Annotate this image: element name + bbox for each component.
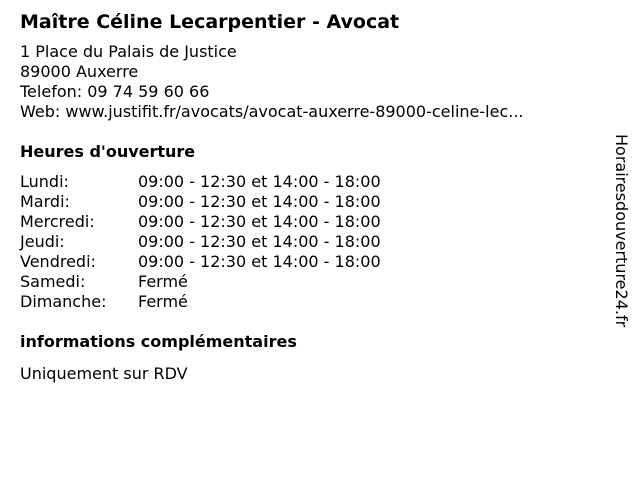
- hours-day-label: Vendredi:: [20, 252, 96, 271]
- hours-row-vendredi: [20, 252, 600, 272]
- hours-time-value: 09:00 - 12:30 et 14:00 - 18:00: [138, 172, 381, 191]
- hours-day-label: Mardi:: [20, 192, 70, 211]
- hours-day-label: Lundi:: [20, 172, 69, 191]
- website-url: Web: www.justifit.fr/avocats/avocat-auxerre-89000-celine-lec...: [20, 102, 524, 121]
- hours-day-label: Jeudi:: [20, 232, 65, 251]
- hours-row-dimanche: [20, 292, 600, 312]
- hours-row-mardi: [20, 192, 600, 212]
- hours-time-value: Fermé: [138, 272, 188, 291]
- hours-day-label: Samedi:: [20, 272, 86, 291]
- hours-day-label: Mercredi:: [20, 212, 95, 231]
- hours-row-samedi: [20, 272, 600, 292]
- hours-time-value: 09:00 - 12:30 et 14:00 - 18:00: [138, 192, 381, 211]
- hours-time-value: 09:00 - 12:30 et 14:00 - 18:00: [138, 232, 381, 251]
- address-street: 1 Place du Palais de Justice: [20, 42, 237, 61]
- hours-row-jeudi: [20, 232, 600, 252]
- address-city: 89000 Auxerre: [20, 62, 139, 81]
- brand-watermark: [612, 134, 632, 344]
- hours-row-mercredi: [20, 212, 600, 232]
- opening-hours-heading: Heures d'ouverture: [20, 142, 196, 161]
- opening-hours-table: [20, 172, 600, 312]
- address-block: [20, 42, 600, 122]
- hours-time-value: 09:00 - 12:30 et 14:00 - 18:00: [138, 212, 381, 231]
- business-title: Maître Céline Lecarpentier - Avocat: [20, 11, 400, 33]
- additional-info-heading: informations complémentaires: [20, 332, 297, 351]
- hours-day-label: Dimanche:: [20, 292, 107, 311]
- business-card: [20, 10, 600, 384]
- brand-watermark-text: Horairesdouverture24.fr: [612, 134, 631, 328]
- phone-number: Telefon: 09 74 59 60 66: [20, 82, 210, 101]
- hours-time-value: Fermé: [138, 292, 188, 311]
- hours-row-lundi: [20, 172, 600, 192]
- additional-info-text: Uniquement sur RDV: [20, 364, 188, 383]
- hours-time-value: 09:00 - 12:30 et 14:00 - 18:00: [138, 252, 381, 271]
